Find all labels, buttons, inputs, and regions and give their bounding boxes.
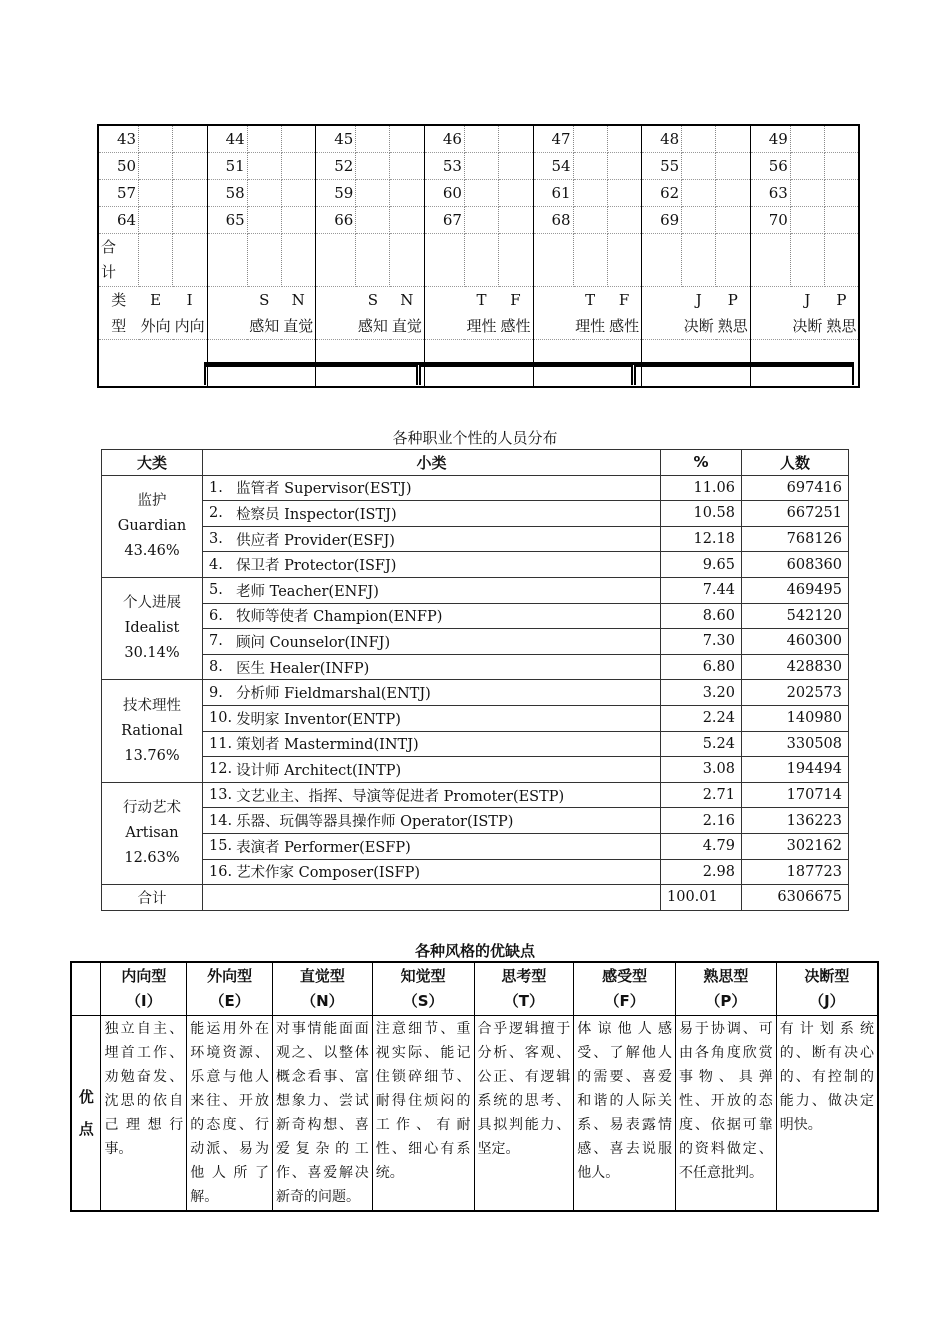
score-item-number: 44 [207, 125, 247, 153]
distribution-total-row [102, 885, 849, 911]
score-cell[interactable] [281, 153, 316, 180]
item-percent: 3.20 [661, 680, 742, 706]
header-pct: % [661, 450, 742, 476]
score-type-spacer [316, 287, 356, 340]
score-cell[interactable] [464, 125, 498, 153]
score-type-label: 类 型 [98, 287, 139, 340]
score-item-number: 48 [642, 125, 682, 153]
score-cell[interactable] [498, 153, 533, 180]
score-total-cell[interactable] [316, 234, 356, 287]
score-total-cell[interactable] [390, 234, 425, 287]
score-cell[interactable] [716, 125, 751, 153]
score-footer-box-3 [634, 365, 854, 385]
style-header: 思考型 （T） [474, 962, 574, 1016]
score-cell[interactable] [464, 153, 498, 180]
category-cell: 行动艺术 Artisan 12.63% [102, 782, 203, 884]
category-cell: 监护 Guardian 43.46% [102, 475, 203, 577]
item-name: 发明家 Inventor(ENTP) [232, 705, 660, 731]
score-cell[interactable] [281, 180, 316, 207]
score-item-number: 67 [424, 207, 464, 234]
score-item-number: 51 [207, 153, 247, 180]
score-cell[interactable] [682, 125, 716, 153]
score-type-r: F 感性 [498, 287, 533, 340]
score-cell[interactable] [824, 125, 859, 153]
score-item-number: 62 [642, 180, 682, 207]
item-name: 文艺业主、指挥、导演等促进者 Promoter(ESTP) [232, 782, 660, 808]
item-people: 302162 [742, 833, 849, 859]
score-type-row [98, 287, 859, 340]
score-item-number: 69 [642, 207, 682, 234]
score-cell[interactable] [573, 125, 607, 153]
score-cell[interactable] [281, 125, 316, 153]
score-item-number: 56 [750, 153, 790, 180]
item-index: 2. [203, 501, 233, 527]
style-pros: 易于协调、可由各角度欣赏事物、具弹性、开放的态度、依据可靠的资料做定、不任意批判。 [675, 1016, 776, 1212]
item-index: 10. [203, 705, 233, 731]
item-people: 330508 [742, 731, 849, 757]
total-pct: 100.01 [661, 885, 742, 911]
item-people: 202573 [742, 680, 849, 706]
item-index: 13. [203, 782, 233, 808]
distribution-row [102, 705, 849, 731]
score-type-l: J 决断 [790, 287, 824, 340]
score-cell[interactable] [356, 125, 390, 153]
score-item-number: 60 [424, 180, 464, 207]
score-cell[interactable] [281, 207, 316, 234]
item-percent: 4.79 [661, 833, 742, 859]
item-index: 14. [203, 808, 233, 834]
score-cell[interactable] [356, 153, 390, 180]
score-total-cell[interactable] [424, 234, 464, 287]
score-cell[interactable] [716, 207, 751, 234]
item-index: 3. [203, 526, 233, 552]
score-item-number: 53 [424, 153, 464, 180]
score-cell[interactable] [356, 180, 390, 207]
distribution-table [101, 449, 849, 911]
score-type-spacer [642, 287, 682, 340]
distribution-row [102, 552, 849, 578]
item-people: 140980 [742, 705, 849, 731]
score-total-cell[interactable] [573, 234, 607, 287]
score-cell[interactable] [247, 153, 281, 180]
score-cell[interactable] [356, 207, 390, 234]
style-header: 内向型 （I） [101, 962, 187, 1016]
item-percent: 2.24 [661, 705, 742, 731]
style-pros: 独立自主、埋首工作、劝勉奋发、沈思的依自己理想行事。 [101, 1016, 187, 1212]
score-footer-box-2 [419, 365, 633, 385]
item-percent: 8.60 [661, 603, 742, 629]
score-total-cell[interactable] [642, 234, 682, 287]
score-cell[interactable] [824, 153, 859, 180]
score-cell[interactable] [682, 180, 716, 207]
score-total-row [98, 234, 859, 287]
item-name: 保卫者 Protector(ISFJ) [232, 552, 660, 578]
score-row [98, 180, 859, 207]
styles-corner [71, 962, 101, 1016]
item-index: 12. [203, 757, 233, 783]
style-header: 知觉型 （S） [372, 962, 474, 1016]
header-sub: 小类 [203, 450, 661, 476]
item-index: 16. [203, 859, 233, 885]
score-cell[interactable] [139, 180, 173, 207]
score-type-r: N 直觉 [281, 287, 316, 340]
item-percent: 7.30 [661, 629, 742, 655]
score-type-r: F 感性 [607, 287, 642, 340]
score-cell[interactable] [607, 125, 642, 153]
item-name: 供应者 Provider(ESFJ) [232, 526, 660, 552]
score-item-number: 43 [98, 125, 139, 153]
score-cell[interactable] [173, 153, 208, 180]
item-people: 667251 [742, 501, 849, 527]
score-cell[interactable] [790, 153, 824, 180]
score-cell[interactable] [498, 207, 533, 234]
score-type-l: S 感知 [356, 287, 390, 340]
total-people: 6306675 [742, 885, 849, 911]
score-total-cell[interactable] [533, 234, 573, 287]
score-item-number: 52 [316, 153, 356, 180]
item-percent: 2.71 [661, 782, 742, 808]
score-cell[interactable] [139, 153, 173, 180]
header-category: 大类 [102, 450, 203, 476]
item-index: 6. [203, 603, 233, 629]
score-total-cell[interactable] [281, 234, 316, 287]
styles-header-row [71, 962, 878, 1016]
score-cell[interactable] [607, 207, 642, 234]
style-pros: 体谅他人感受、了解他人的需要、喜爱和谐的人际关系、易表露情感、喜去说服他人。 [574, 1016, 676, 1212]
score-total-cell[interactable] [356, 234, 390, 287]
distribution-header-row [102, 450, 849, 476]
score-result-cell[interactable] [98, 340, 207, 388]
item-name: 监管者 Supervisor(ESTJ) [232, 475, 660, 501]
score-item-number: 70 [750, 207, 790, 234]
item-name: 策划者 Mastermind(INTJ) [232, 731, 660, 757]
item-index: 4. [203, 552, 233, 578]
score-type-spacer [533, 287, 573, 340]
score-cell[interactable] [716, 180, 751, 207]
styles-pros-row [71, 1016, 878, 1212]
style-header: 感受型 （F） [574, 962, 676, 1016]
item-people: 187723 [742, 859, 849, 885]
style-pros: 注意细节、重视实际、能记住锁碎细节、耐得住烦闷的工作、有耐性、细心有系统。 [372, 1016, 474, 1212]
score-footer-box-1 [204, 365, 418, 385]
item-percent: 10.58 [661, 501, 742, 527]
score-item-number: 64 [98, 207, 139, 234]
item-people: 768126 [742, 526, 849, 552]
style-header: 决断型 （J） [776, 962, 878, 1016]
item-index: 9. [203, 680, 233, 706]
score-item-number: 59 [316, 180, 356, 207]
score-cell[interactable] [790, 207, 824, 234]
score-cell[interactable] [390, 207, 425, 234]
distribution-row [102, 680, 849, 706]
item-percent: 5.24 [661, 731, 742, 757]
score-type-r: P 熟思 [716, 287, 751, 340]
score-total-cell[interactable] [824, 234, 859, 287]
item-people: 194494 [742, 757, 849, 783]
header-people: 人数 [742, 450, 849, 476]
score-cell[interactable] [173, 207, 208, 234]
score-total-cell[interactable] [682, 234, 716, 287]
item-people: 170714 [742, 782, 849, 808]
score-item-number: 55 [642, 153, 682, 180]
score-total-cell[interactable] [790, 234, 824, 287]
pros-row-label: 优 点 [71, 1016, 101, 1212]
style-pros: 能运用外在环境资源、乐意与他人来往、开放的态度、行动派、易为他人所了解。 [187, 1016, 273, 1212]
total-blank [203, 885, 661, 911]
item-index: 5. [203, 577, 233, 603]
score-item-number: 50 [98, 153, 139, 180]
item-people: 542120 [742, 603, 849, 629]
score-item-number: 63 [750, 180, 790, 207]
distribution-row [102, 577, 849, 603]
score-cell[interactable] [247, 125, 281, 153]
item-index: 7. [203, 629, 233, 655]
score-item-number: 54 [533, 153, 573, 180]
score-cell[interactable] [390, 180, 425, 207]
item-name: 检察员 Inspector(ISTJ) [232, 501, 660, 527]
score-cell[interactable] [573, 153, 607, 180]
distribution-row [102, 475, 849, 501]
style-pros: 有计划系统的、断有决心的、有控制的能力、做决定明快。 [776, 1016, 878, 1212]
item-name: 顾问 Counselor(INFJ) [232, 629, 660, 655]
item-people: 608360 [742, 552, 849, 578]
item-name: 医生 Healer(INFP) [232, 654, 660, 680]
score-item-number: 58 [207, 180, 247, 207]
score-table [97, 124, 860, 388]
score-cell[interactable] [682, 207, 716, 234]
score-type-r: P 熟思 [824, 287, 859, 340]
score-cell[interactable] [390, 153, 425, 180]
item-people: 697416 [742, 475, 849, 501]
score-row [98, 125, 859, 153]
score-cell[interactable] [716, 153, 751, 180]
score-type-r: I 内向 [173, 287, 208, 340]
score-cell[interactable] [824, 207, 859, 234]
score-item-number: 47 [533, 125, 573, 153]
item-percent: 2.98 [661, 859, 742, 885]
score-total-cell[interactable] [173, 234, 208, 287]
score-item-number: 65 [207, 207, 247, 234]
score-cell[interactable] [464, 180, 498, 207]
item-percent: 2.16 [661, 808, 742, 834]
score-total-cell[interactable] [247, 234, 281, 287]
score-cell[interactable] [464, 207, 498, 234]
item-people: 460300 [742, 629, 849, 655]
score-cell[interactable] [247, 207, 281, 234]
score-item-number: 68 [533, 207, 573, 234]
style-pros: 合乎逻辑擅于分析、客观、公正、有逻辑系统的思考、具拟判能力、坚定。 [474, 1016, 574, 1212]
score-item-number: 66 [316, 207, 356, 234]
score-row [98, 153, 859, 180]
score-item-number: 61 [533, 180, 573, 207]
item-percent: 3.08 [661, 757, 742, 783]
score-item-number: 57 [98, 180, 139, 207]
total-label: 合计 [102, 885, 203, 911]
score-row [98, 207, 859, 234]
score-type-spacer [207, 287, 247, 340]
item-name: 乐器、玩偶等器具操作师 Operator(ISTP) [232, 808, 660, 834]
style-header: 熟思型 （P） [675, 962, 776, 1016]
score-cell[interactable] [139, 207, 173, 234]
category-cell: 技术理性 Rational 13.76% [102, 680, 203, 782]
item-name: 老师 Teacher(ENFJ) [232, 577, 660, 603]
item-name: 分析师 Fieldmarshal(ENTJ) [232, 680, 660, 706]
item-percent: 12.18 [661, 526, 742, 552]
distribution-row [102, 757, 849, 783]
score-total-cell[interactable] [716, 234, 751, 287]
item-name: 设计师 Architect(INTP) [232, 757, 660, 783]
score-cell[interactable] [173, 125, 208, 153]
style-header: 直觉型 （N） [273, 962, 373, 1016]
item-index: 11. [203, 731, 233, 757]
item-people: 428830 [742, 654, 849, 680]
item-index: 1. [203, 475, 233, 501]
score-total-cell[interactable] [750, 234, 790, 287]
score-cell[interactable] [790, 180, 824, 207]
score-total-cell[interactable] [207, 234, 247, 287]
item-name: 艺术作家 Composer(ISFP) [232, 859, 660, 885]
score-item-number: 45 [316, 125, 356, 153]
item-percent: 6.80 [661, 654, 742, 680]
item-percent: 9.65 [661, 552, 742, 578]
score-cell[interactable] [139, 125, 173, 153]
score-item-number: 46 [424, 125, 464, 153]
category-cell: 个人进展 Idealist 30.14% [102, 577, 203, 679]
score-cell[interactable] [682, 153, 716, 180]
item-name: 表演者 Performer(ESFP) [232, 833, 660, 859]
distribution-row [102, 501, 849, 527]
distribution-row [102, 782, 849, 808]
score-total-cell[interactable] [607, 234, 642, 287]
score-cell[interactable] [498, 125, 533, 153]
item-percent: 7.44 [661, 577, 742, 603]
styles-table [70, 961, 879, 1212]
distribution-row [102, 731, 849, 757]
score-cell[interactable] [607, 153, 642, 180]
distribution-row [102, 859, 849, 885]
score-type-r: N 直觉 [390, 287, 425, 340]
distribution-row [102, 629, 849, 655]
distribution-title: 各种职业个性的人员分布 [392, 429, 558, 447]
score-cell[interactable] [607, 180, 642, 207]
item-index: 8. [203, 654, 233, 680]
distribution-row [102, 833, 849, 859]
score-total-cell[interactable] [464, 234, 498, 287]
score-type-l: T 理性 [464, 287, 498, 340]
score-cell[interactable] [498, 180, 533, 207]
item-people: 469495 [742, 577, 849, 603]
style-pros: 对事情能面面观之、以整体概念看事、富想象力、尝试新奇构想、喜爱复杂的工作、喜爱解决新奇的问题。 [273, 1016, 373, 1212]
score-cell[interactable] [390, 125, 425, 153]
score-cell[interactable] [790, 125, 824, 153]
score-cell[interactable] [173, 180, 208, 207]
score-cell[interactable] [824, 180, 859, 207]
score-type-spacer [424, 287, 464, 340]
distribution-row [102, 808, 849, 834]
score-total-label: 合 计 [98, 234, 139, 287]
score-type-l: J 决断 [682, 287, 716, 340]
score-type-l: S 感知 [247, 287, 281, 340]
score-cell[interactable] [573, 207, 607, 234]
style-header: 外向型 （E） [187, 962, 273, 1016]
styles-title: 各种风格的优缺点 [414, 942, 535, 960]
distribution-row [102, 526, 849, 552]
item-index: 15. [203, 833, 233, 859]
score-cell[interactable] [247, 180, 281, 207]
distribution-row [102, 654, 849, 680]
score-total-cell[interactable] [139, 234, 173, 287]
distribution-row [102, 603, 849, 629]
score-item-number: 49 [750, 125, 790, 153]
item-percent: 11.06 [661, 475, 742, 501]
score-type-spacer [750, 287, 790, 340]
item-people: 136223 [742, 808, 849, 834]
score-type-l: E 外向 [139, 287, 173, 340]
score-type-l: T 理性 [573, 287, 607, 340]
score-total-cell[interactable] [498, 234, 533, 287]
item-name: 牧师等使者 Champion(ENFP) [232, 603, 660, 629]
score-cell[interactable] [573, 180, 607, 207]
